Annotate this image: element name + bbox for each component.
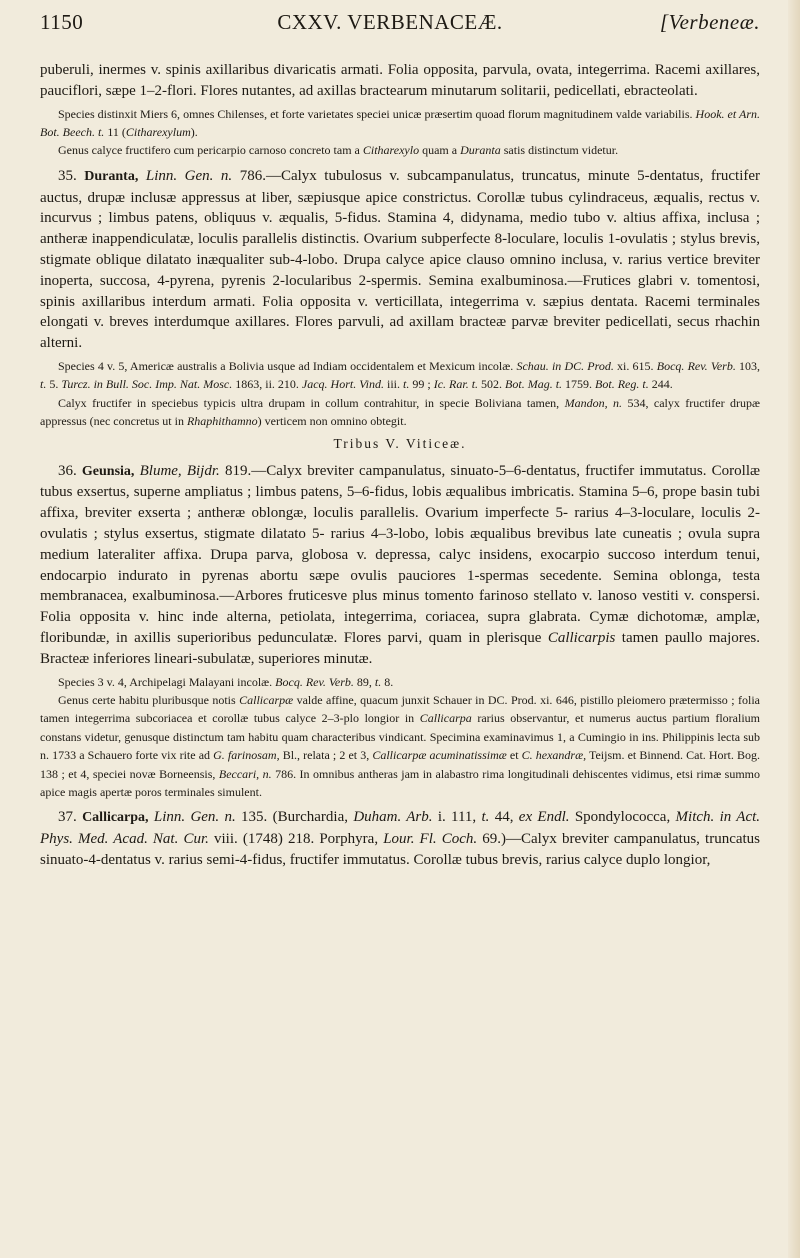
page-edge: [788, 0, 800, 1258]
genus-ref: Callicarpis: [547, 629, 616, 646]
intro-note: [40, 105, 760, 142]
ref: t.: [481, 809, 490, 826]
genus-ref: Duranta: [460, 143, 501, 158]
genus-duranta: [40, 166, 760, 354]
ref: Mitch. in Act. Phys. Med. Acad. Nat. Cur.: [40, 809, 761, 848]
t: valde affine, quacum junxit Schauer in DC. Prod. xi. 646, pistillo pleiomero prætermisso ; folia tamen integerrima subcoriacea et corollæ tubus calyce 2–3-plo longior in: [40, 692, 760, 726]
tribe-heading: Tribus V. Viticeæ.: [333, 435, 467, 451]
genus-authority: Blume, Bijdr.: [139, 462, 220, 479]
ref: Callicarpa: [419, 711, 472, 726]
t: satis distinctum videtur.: [500, 143, 619, 158]
page-number: 1150: [40, 10, 84, 34]
genus-number: 36.: [58, 462, 77, 479]
genus-name: Geunsia,: [81, 463, 135, 479]
t: 89,: [353, 674, 375, 689]
t: 534, calyx fructifer drupæ appressus (nec concretus ut in: [40, 395, 760, 429]
t: Genus certe habitu pluribusque notis: [58, 692, 240, 707]
intro-ref-num: 11 (: [104, 125, 126, 139]
chapter-title: CXXV. VERBENACEÆ.: [277, 10, 503, 34]
ref: Duham. Arb.: [353, 809, 433, 826]
ref: t.: [403, 377, 410, 392]
t: 8.: [381, 674, 394, 689]
t: Genus calyce fructifero cum pericarpio carnoso concreto tam a: [58, 143, 363, 158]
ref: Schau. in DC. Prod.: [516, 358, 614, 373]
geunsia-species: [40, 673, 760, 691]
genus-description: 819.—Calyx breviter campanulatus, sinuato-5–6-dentatus, fructifer immutatus. Corollæ tubus exsertus, superne ampliatus ; limbus patens, 5–6-fidus, lobis æqualibus imbricatis. Stamina 5–6, prope basin tubi affixa, breviter exserta ; antheræ oblongæ, loculis parallelis. Ovarium imperfecte 5- rarius 4–3-loculare, loculis 2-ovulatis ; stylus exsertus, stigmate dilatato 5- rarius 4–3-lobo, lobis æqualibus brevibus late cuneatis ; ovula supra medium lateraliter affixa. Drupa parva, globosa v. depressa, calyc insidens, exocarpio succoso interdum tenui, endocarpio indurato in pyrenas abortu sæpe ovulis pauciores 1-spermas secedente. Semina oblonga, testa membranacea, exalbuminosa.—Arbores fruticesve plus minus tomento farinoso stellato v. lanoso vestiti v. conspersi. Folia opposita v. hinc inde alterna, petiolata, integerrima, coriacea, supra glabrata. Cymæ dichotomæ, amplæ, floribundæ, in axillis superioribus pedunculatæ. Flores parvi, quam in plerisque: [40, 462, 761, 646]
ref: Lour. Fl. Coch.: [383, 831, 478, 848]
geunsia-note: [40, 691, 760, 801]
genus-authority: Linn. Gen. n.: [145, 167, 233, 184]
t: 44,: [489, 809, 519, 826]
ref: Ic. Rar. t.: [433, 377, 479, 392]
ref: G. farinosam,: [213, 748, 280, 763]
ref: t.: [40, 377, 47, 392]
genus-name: Duranta,: [84, 168, 139, 184]
genus-number: 35.: [58, 167, 77, 184]
t: Species 4 v. 5, Americæ australis a Bolivia usque ad Indiam occidentalem et Mexicum incolæ.: [58, 358, 517, 373]
t: quam a: [419, 143, 461, 158]
genus-authority: Linn. Gen. n.: [153, 809, 236, 826]
ref: Callicarpæ acuminatissimæ: [372, 748, 507, 763]
running-header: [40, 6, 760, 40]
t: Teijsm. et Binnend. Cat. Hort. Bog. 138 ; et 4, speciei novæ Borneensis,: [40, 748, 760, 781]
t: ) verticem non omnino obtegit.: [257, 414, 407, 429]
genus-ref: Citharexylo: [362, 143, 420, 158]
t: i. 111,: [432, 809, 482, 826]
t: viii. (1748) 218. Porphyra,: [208, 831, 384, 848]
ref: C. hexandræ,: [521, 748, 587, 763]
genus-name: Callicarpa,: [82, 810, 149, 826]
ref: Rhaphithamno: [186, 414, 258, 429]
t: 5.: [46, 377, 62, 392]
t: 69.)—Calyx breviter campanulatus, truncatus sinuato-4-dentatus v. rarius semi-4-fidus, fructifer immutatus. Corollæ tubus brevis, rarius calyce duplo longior,: [40, 831, 761, 869]
t: 99 ;: [409, 377, 434, 392]
duranta-note: [40, 394, 760, 431]
t: 502.: [478, 377, 506, 392]
t: 1759.: [562, 377, 596, 392]
t: 135. (Burchardia,: [235, 809, 354, 826]
ref: t.: [374, 674, 382, 689]
ref: Mandon, n.: [564, 395, 623, 410]
intro-ref-author: Hook. et Arn. Bot. Beech. t.: [40, 106, 761, 139]
ref: Jacq. Hort. Vind.: [301, 377, 385, 392]
intro-ref-genus: Citharexylum: [125, 125, 191, 139]
intro-ref-end: ).: [190, 125, 198, 139]
genus-description: tamen paullo majores. Bracteæ inferiores lineari-subulatæ, superiores minutæ.: [40, 629, 760, 667]
t: Spondylococca,: [569, 809, 676, 826]
genus-geunsia: [40, 461, 760, 670]
intro-note-text: Species distinxit Miers 6, omnes Chilenses, et forte varietates speciei unicæ præsertim quoad florum magnitudinem valde variabilis.: [58, 106, 693, 121]
t: Species 3 v. 4, Archipelagi Malayani incolæ.: [58, 674, 276, 689]
t: iii.: [384, 377, 404, 392]
duranta-species: [40, 357, 760, 394]
t: Bl., relata ; 2 et 3,: [279, 748, 373, 763]
intro-note-2: [40, 141, 760, 159]
intro-paragraph: puberuli, inermes v. spinis axillaribus divaricatis armati. Folia opposita, parvula, ovata, integerrima. Racemi axillares, pauciflori, sæpe 1–2-flori. Flores nutantes, ad axillas bractearum minutarum solitarii, pedicellati, ebracteolati.: [40, 62, 760, 99]
t: 244.: [648, 377, 673, 392]
ref: Beccari, n.: [218, 766, 272, 781]
ref: Bocq. Rev. Verb.: [656, 358, 736, 373]
page-body: [40, 60, 760, 871]
ref: ex Endl.: [518, 809, 570, 826]
genus-number: 37.: [58, 809, 77, 826]
t: Calyx fructifer in speciebus typicis ultra drupam in collum contrahitur, in specie Boliviana tamen,: [58, 395, 565, 410]
genus-callicarpa: [40, 807, 760, 870]
ref: Bocq. Rev. Verb.: [275, 674, 354, 689]
ref: Callicarpæ: [239, 692, 294, 707]
ref: Bot. Reg. t.: [595, 377, 649, 392]
genus-description: 786.—Calyx tubulosus v. subcampanulatus, truncatus, minute 5-dentatus, fructifer auctus, drupæ inclusæ appressus at liber, sæpiusque apice constrictus. Corollæ tubus cylindraceus, æqualis, rectus v. incurvus ; limbus patens, obliquus v. æqualis, 5-fidus. Stamina 4, didynama, medio tubo v. altius affixa, inclusa ; antheræ inappendiculatæ, loculis parallelis distinctis. Ovarium subperfecte 8-loculare, loculis 1-ovulatis ; stylus brevis, stigmate oblique dilatato inæqualiter sub-4-lobo. Drupa calyce apice clauso omnino inclusa, v. rarius vertice breviter inoperta, succosa, 4-pyrena, pyrenis 2-locularibus 2-spermis. Semina exalbuminosa.—Frutices glabri v. tomentosi, spinis axillaribus interdum armati. Folia opposita v. verticillata, integerrima v. sæpius dentata. Racemi terminales elongati v. breves interdumque axillares. Flores parvuli, ad axillam bracteæ parvæ breviter pedicellati, secus rhachin alterni.: [40, 167, 761, 352]
t: 1863, ii. 210.: [232, 377, 302, 392]
t: rarius observantur, et numerus auctus partium floralium constans videtur, genusque distinctum tam habitu quam characteribus vindicant. Specimina examinavimus 1, a Cumingio in ins. Philippinis lecta sub n. 1733 a Schauero forte vix rite ad: [40, 711, 760, 763]
ref: Turcz. in Bull. Soc. Imp. Nat. Mosc.: [61, 377, 233, 392]
t: et: [506, 748, 522, 763]
t: 786. In omnibus antheras jam in alabastro rima longitudinali dehiscentes vidimus, etsi rimæ summo apice magis apertæ poros terminales simulent.: [40, 766, 761, 800]
family-title: [Verbeneæ.: [659, 10, 760, 34]
t: xi. 615.: [613, 358, 657, 373]
ref: Bot. Mag. t.: [505, 377, 563, 392]
t: 103,: [735, 358, 761, 373]
